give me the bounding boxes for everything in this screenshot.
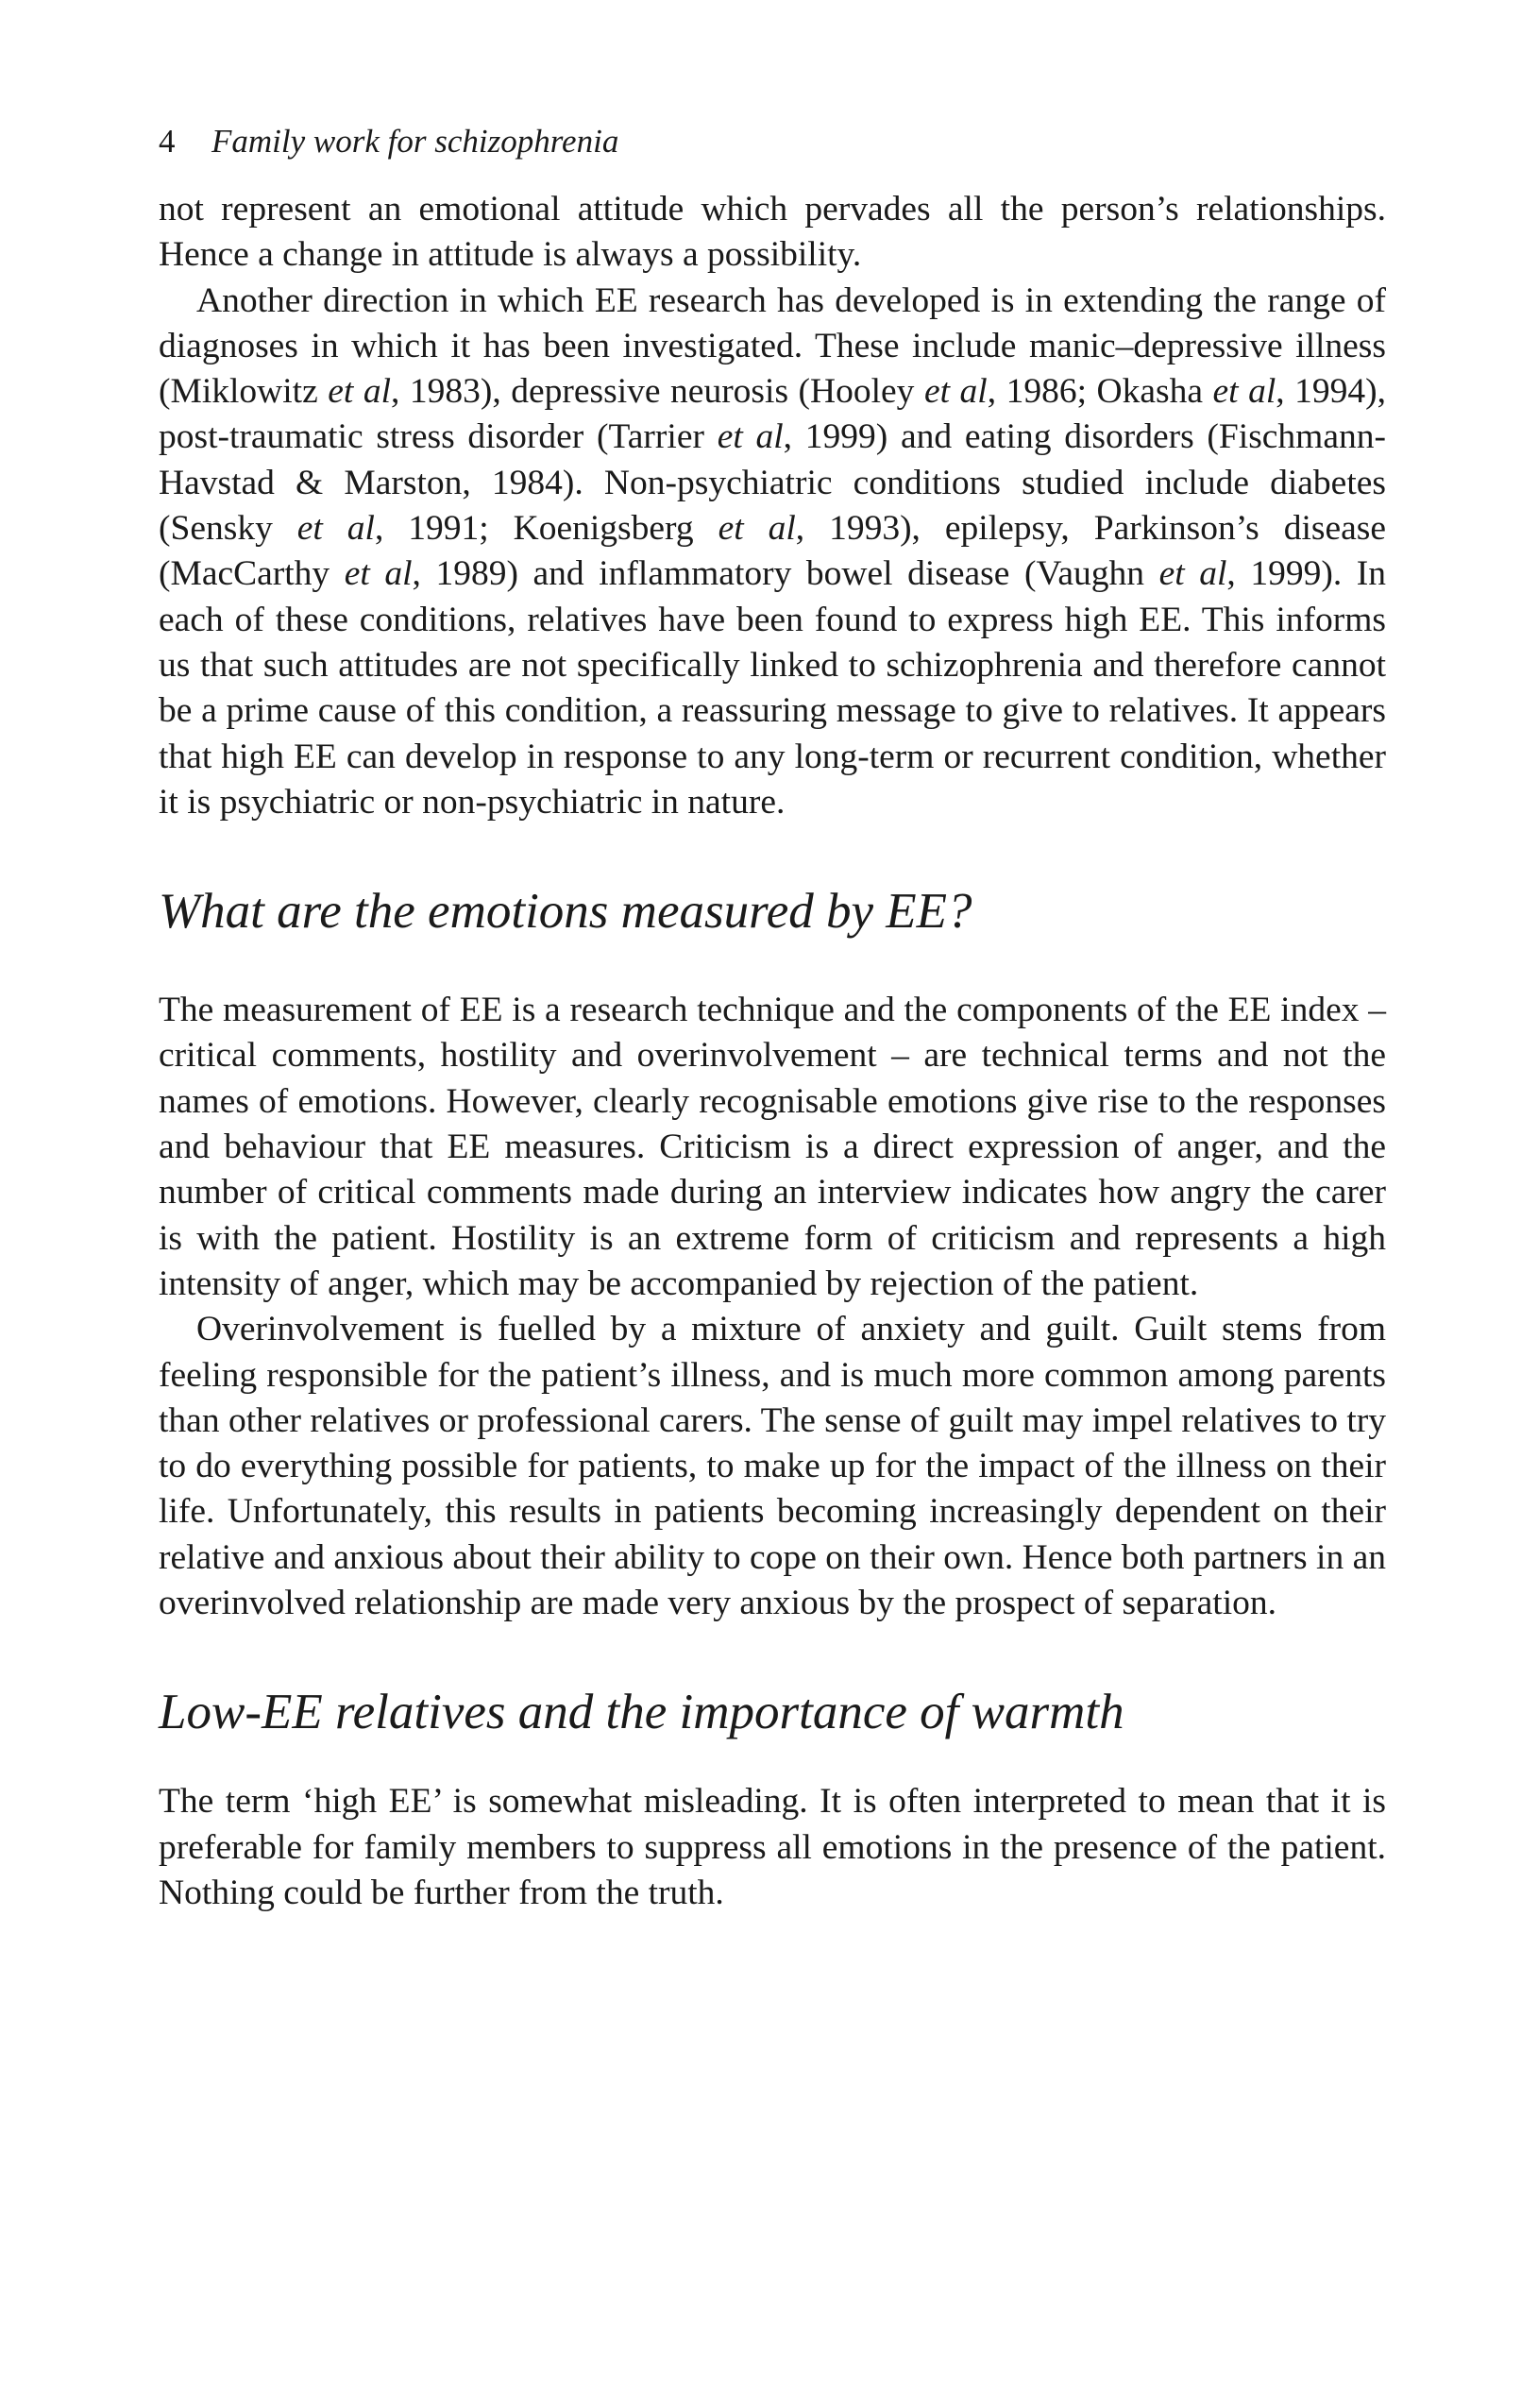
- paragraph-2: [159, 279, 1386, 826]
- paragraph-2-text: , 1989) and inflammatory bowel disease (Vaughn: [412, 554, 1159, 594]
- et-al: et al: [344, 554, 413, 594]
- et-al: et al: [328, 372, 391, 412]
- et-al: et al: [1158, 554, 1227, 594]
- et-al: et al: [1212, 372, 1276, 412]
- paragraph-2-text: , 1999) and eating disorders (Fischmann-Havstad & Marston, 1984). Non-psychiatric conditions studied include diabetes (Sensky: [159, 417, 1386, 549]
- page-number: 4: [159, 123, 176, 160]
- paragraph-2-text: , 1983), depressive neurosis (Hooley: [391, 372, 924, 412]
- running-title: Family work for schizophrenia: [211, 123, 619, 160]
- et-al: et al: [296, 509, 375, 549]
- paragraph-5: The term ‘high EE’ is somewhat misleading. It is often interpreted to mean that it is preferable for family members to suppress all emotions in the presence of the patient. Nothing could be further from the truth.: [159, 1782, 1386, 1912]
- paragraph-2-text: , 1999). In each of these conditions, relatives have been found to express high EE. This informs us that such attitudes are not specifically linked to schizophrenia and therefore cannot be a prime cause of this condition, a reassuring message to give to relatives. It appears that high EE can develop in response to any long-term or recurrent condition, whether it is psychiatric or non-psychiatric in nature.: [159, 554, 1386, 822]
- section-heading-low-ee: Low-EE relatives and the importance of warmth: [159, 1685, 1124, 1740]
- paragraph-1: not represent an emotional attitude which pervades all the person’s relationships. Hence a change in attitude is always a possibility.: [159, 190, 1386, 275]
- paragraph-2-text: Another direction in which EE research has developed is in extending the range of diagnoses in which it has been investigated. These include manic–depressive illness (Miklowitz: [159, 280, 1386, 412]
- paragraph-3: The measurement of EE is a research technique and the components of the EE index – critical comments, hostility and overinvolvement – are technical terms and not the names of emotions. However, clearly recognisable emotions give rise to the responses and behaviour that EE measures. Criticism is a direct expression of anger, and the number of critical comments made during an interview indicates how angry the carer is with the patient. Hostility is an extreme form of criticism and represents a high intensity of anger, which may be accompanied by rejection of the patient.: [159, 991, 1386, 1303]
- et-al: et al: [923, 372, 988, 412]
- book-page: [159, 121, 1386, 1916]
- et-al: et al: [717, 417, 784, 457]
- paragraph-2-text: , 1991; Koenigsberg: [374, 509, 718, 549]
- paragraph-4: Overinvolvement is fuelled by a mixture of anxiety and guilt. Guilt stems from feeling responsible for the patient’s illness, and is much more common among parents than other relatives or professional carers. The sense of guilt may impel relatives to try to do everything possible for patients, to make up for the impact of the illness on their life. Unfortunately, this results in patients becoming increasingly dependent on their relative and anxious about their ability to cope on their own. Hence both partners in an overinvolved relationship are made very anxious by the prospect of separation.: [159, 1310, 1386, 1623]
- paragraph-2-text: , 1986; Okasha: [987, 372, 1213, 412]
- paragraph-2-text: , 1993), epilepsy, Parkinson’s disease (MacCarthy: [159, 509, 1386, 594]
- section-heading-emotions: What are the emotions measured by EE?: [159, 884, 972, 940]
- running-header: [159, 121, 1386, 162]
- paragraph-2-text: , 1994), post-traumatic stress disorder (Tarrier: [159, 372, 1386, 457]
- et-al: et al: [718, 509, 796, 549]
